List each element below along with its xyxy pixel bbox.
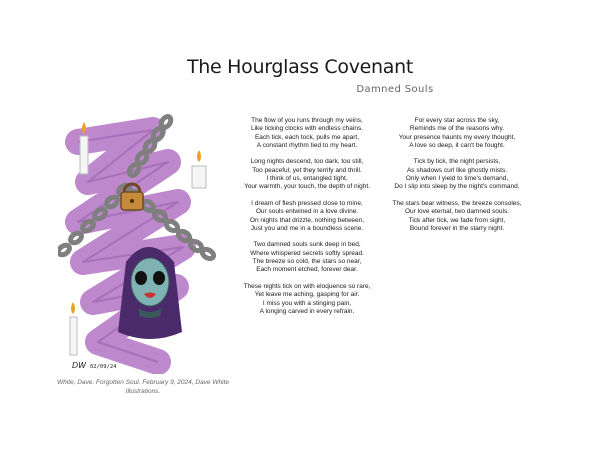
candle-icon-bottom-left <box>70 302 77 355</box>
poem-line: Tick by tick, the night persists, <box>413 158 501 166</box>
poem-line: The flow of you runs through my veins, <box>251 117 363 124</box>
poem-line: A love so deep, it can't be fought. <box>409 141 505 149</box>
artwork-date: 02/09/24 <box>90 364 117 370</box>
poem-line: Just you and me in a boundless scene. <box>250 224 364 232</box>
poem-line: Reminds me of the reasons why. <box>409 125 505 133</box>
poem-left-column <box>238 117 376 324</box>
poem-line: Two damned souls sunk deep in bed, <box>253 241 361 249</box>
poem-subtitle: Damned Souls <box>356 84 434 95</box>
stanza <box>386 158 528 191</box>
poem-line: On nights that drizzle, nothing between, <box>249 216 365 224</box>
stanza <box>238 200 376 233</box>
poem-line: Each moment etched, forever dear. <box>256 266 358 274</box>
skull-face-figure <box>118 247 182 339</box>
poem-line: Long nights descend, too dark, too still, <box>250 158 364 166</box>
stanza <box>238 158 376 191</box>
poem-line: The stars bear witness, the breeze consoles, <box>392 199 522 207</box>
poem-right-column <box>386 117 528 241</box>
poem-line: Your presence haunts my every thought, <box>398 133 516 141</box>
poem-line: Bound forever in the starry night. <box>409 224 505 232</box>
poem-line: These nights tick on with eloquence so rare, <box>243 282 371 290</box>
poem-line: I miss you with a stinging pain, <box>262 299 352 307</box>
stanza <box>386 200 528 233</box>
poem-line: Each tick, each tock, pulls me apart, <box>254 133 360 141</box>
stanza <box>238 241 376 274</box>
stanza <box>238 283 376 316</box>
poem-line: I dream of flesh pressed close to mine, <box>251 199 363 207</box>
poem-line: Too peaceful, yet they terrify and thrill. <box>252 166 362 174</box>
poem-line: The breeze so cold, the stars so near, <box>252 258 362 266</box>
poem-line: Tick after tick, we fade from sight, <box>408 216 506 224</box>
poem-line: Only when I yield to time's demand, <box>405 175 509 183</box>
poem-line: For every star across the sky, <box>414 117 500 124</box>
poem-line: As shadows curl like ghostly mists. <box>406 166 508 174</box>
poem-line: Do I slip into sleep by the night's command. <box>394 183 520 191</box>
poem-line: Where whispered secrets softly spread. <box>250 249 364 257</box>
poem-line: Our souls entwined in a love divine. <box>255 208 359 216</box>
poem-title: The Hourglass Covenant <box>186 56 414 78</box>
poem-line: Our love eternal, two damned souls. <box>404 208 510 216</box>
stanza <box>238 117 376 150</box>
poem-line: A longing carved in every refrain. <box>259 307 355 315</box>
poem-line: Yet leave me aching, gasping for air. <box>254 291 360 299</box>
stanza <box>386 117 528 150</box>
artist-signature: DW <box>72 361 87 370</box>
forgotten-soul-illustration <box>58 112 228 374</box>
poem-line: I think of us, entangled tight, <box>266 175 348 183</box>
artwork-caption: White, Dave. Forgotten Soul. February 9, 2024, Dave White Illustrations. <box>57 379 229 395</box>
poem-line: Like ticking clocks with endless chains. <box>251 125 363 133</box>
poem-line: Your warmth, your touch, the depth of night. <box>244 183 370 191</box>
candle-icon-right <box>192 150 206 188</box>
poem-line: A constant rhythm tied to my heart. <box>256 141 358 149</box>
